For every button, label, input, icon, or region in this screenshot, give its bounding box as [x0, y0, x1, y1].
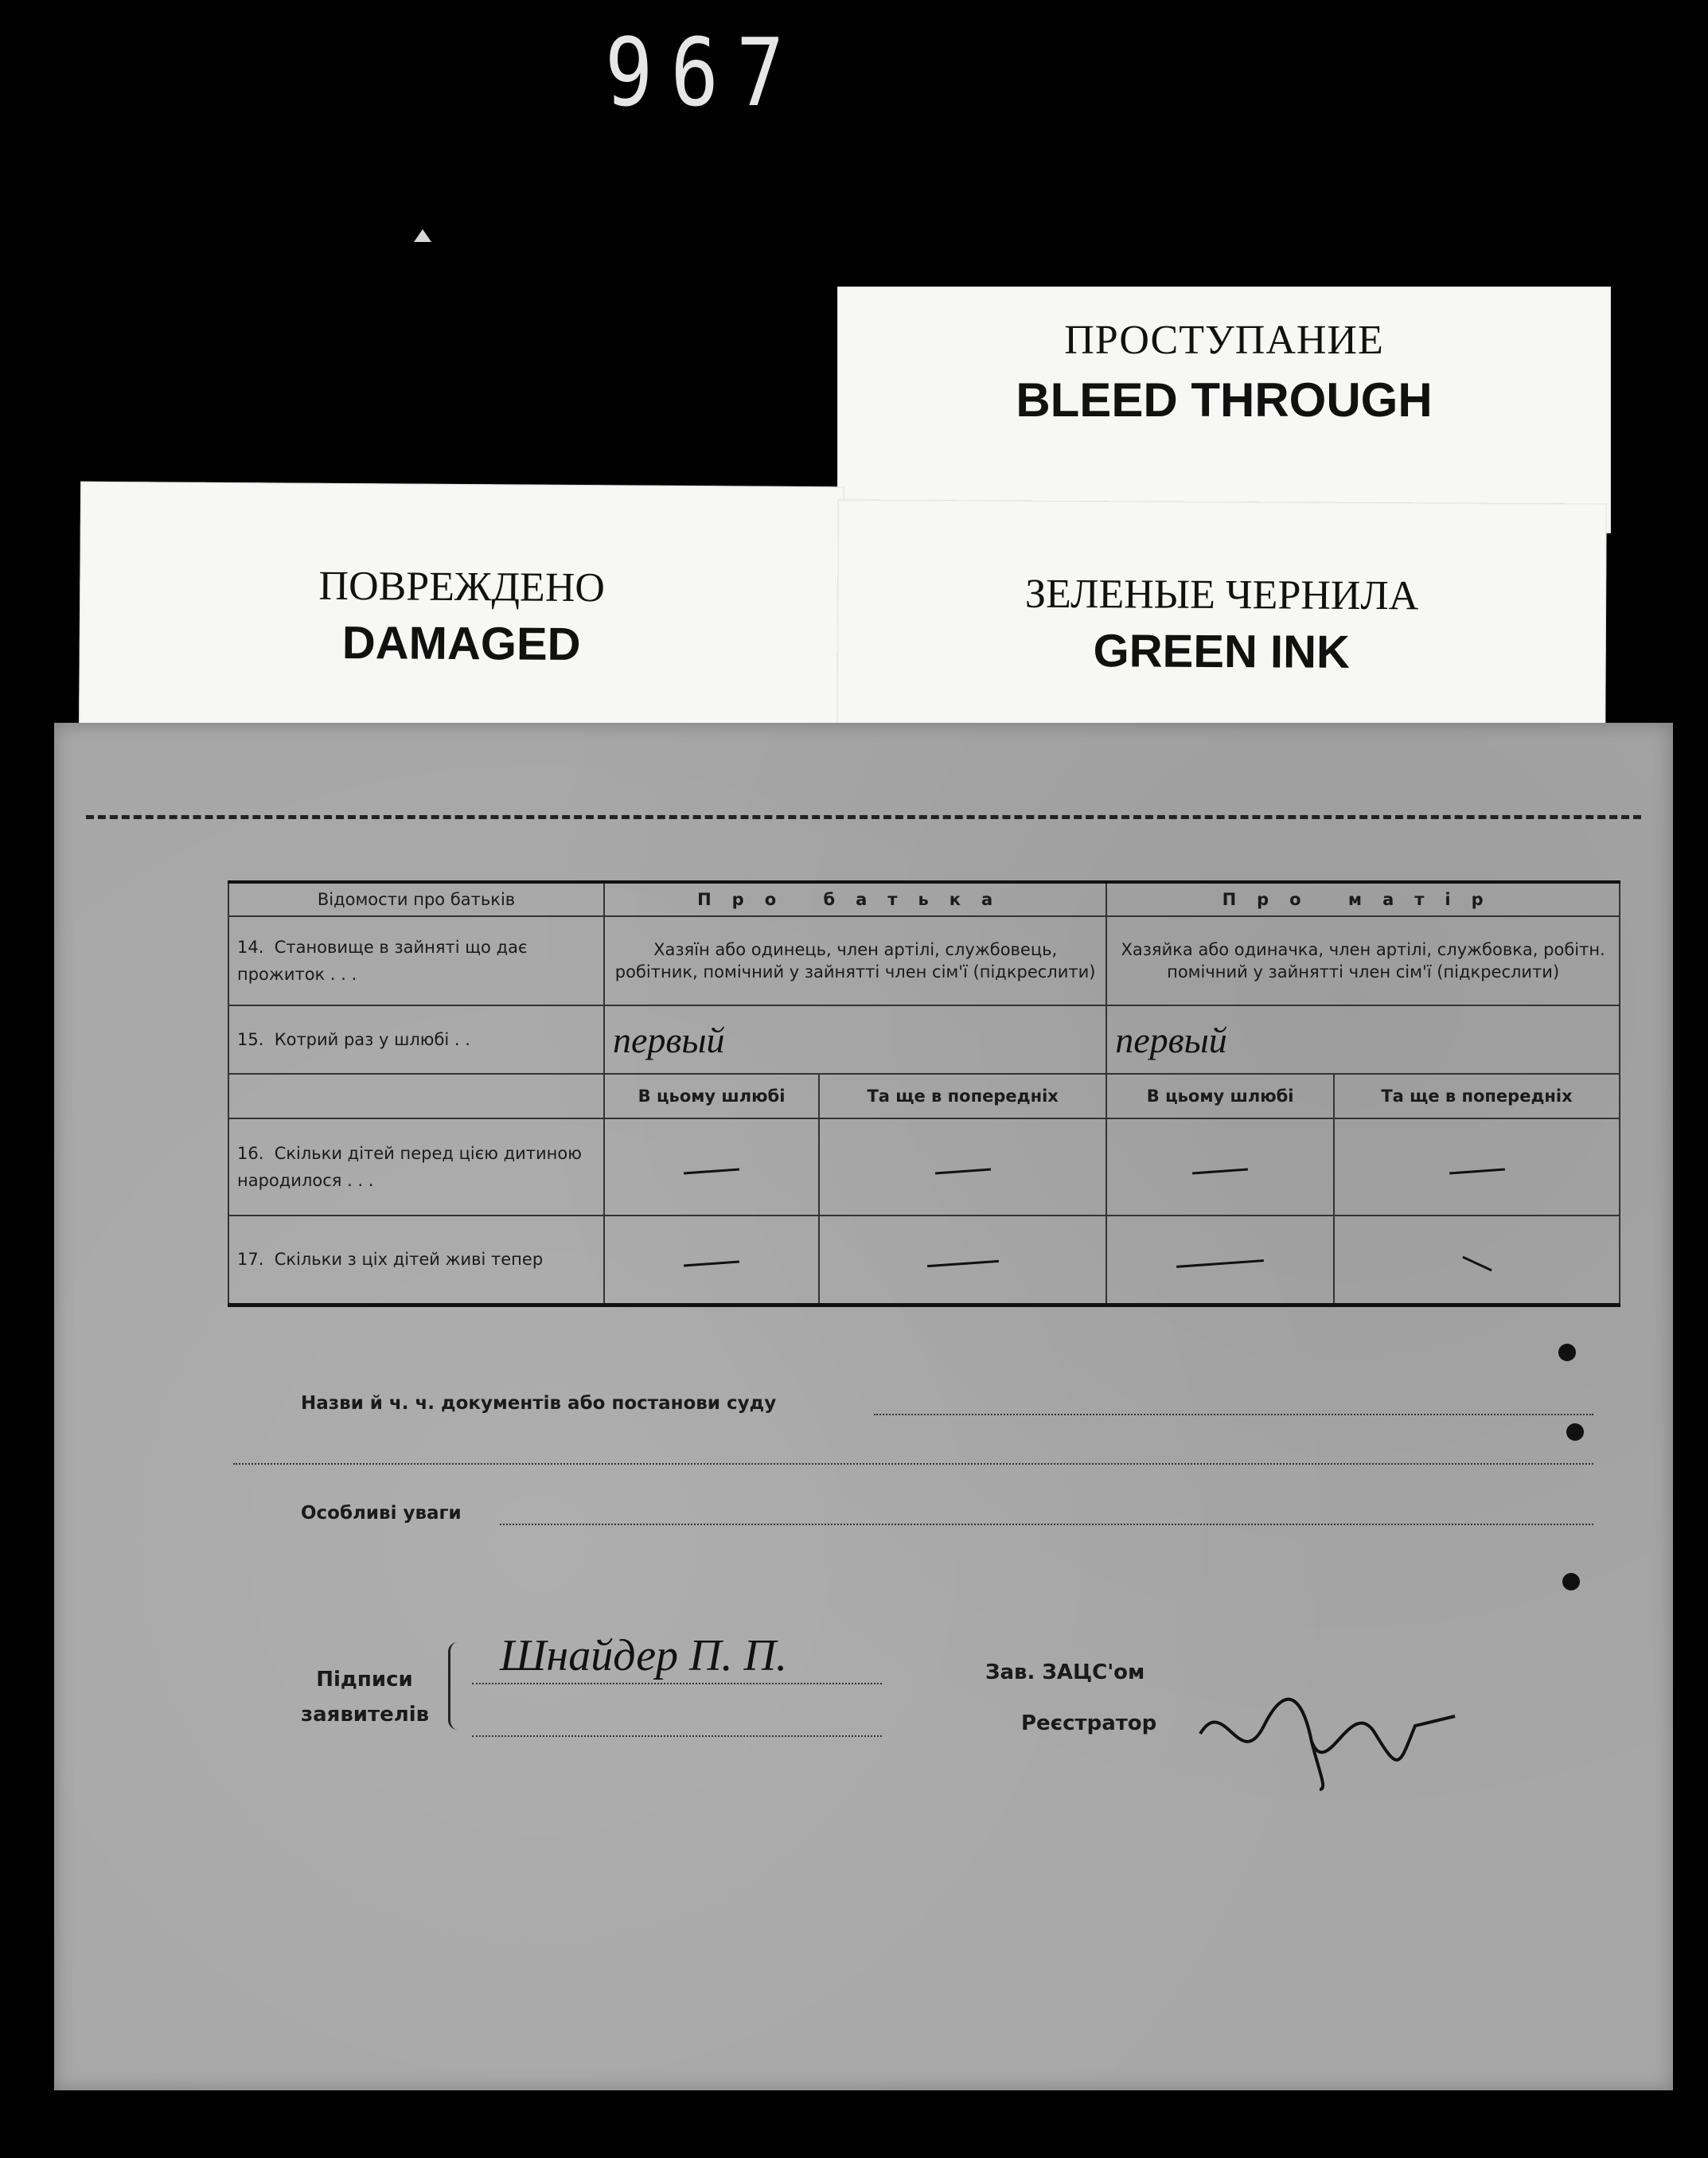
notes-line [500, 1524, 1593, 1525]
documents-label: Назви й ч. ч. документів або постанови суду [301, 1393, 777, 1414]
row15-label: Котрий раз у шлюбі . . [274, 1030, 470, 1049]
row16-mother-this-dash [1192, 1169, 1248, 1175]
row17-mother-previous [1334, 1216, 1620, 1305]
row17-mother-previous-dash [1462, 1256, 1492, 1272]
header-father: Про батька [604, 882, 1106, 916]
registrar-signature [1192, 1678, 1463, 1797]
bleed-through-card [837, 287, 1611, 533]
row14-father-options: Хазяїн або одинець, член артілі, службовець, робітник, помічний у зайнятті член сім'ї (підкреслити) [604, 916, 1106, 1005]
row17-father-previous-dash [927, 1260, 999, 1267]
subheader-mother-this: В цьому шлюбі [1106, 1074, 1334, 1118]
row14-mother-options: Хазяйка або одиначка, член артілі, службовка, робітн. помічний у зайнятті член сім'ї (підкреслити) [1106, 916, 1620, 1005]
bleed-through-en: BLEED THROUGH [1016, 373, 1433, 427]
row17-father-previous [819, 1216, 1106, 1305]
applicant-signature: Шнайдер П. П. [500, 1631, 787, 1680]
documents-line-1 [874, 1414, 1593, 1415]
row17-mother-this-dash [1176, 1259, 1264, 1268]
subheader-father-this: В цьому шлюбі [604, 1074, 819, 1118]
film-speck [414, 229, 431, 242]
table-row-15 [228, 1005, 1620, 1074]
row14-number: 14. [237, 938, 264, 957]
row17-number: 17. [237, 1250, 264, 1270]
frame-number: 967 [605, 18, 802, 127]
table-row-16 [228, 1118, 1620, 1216]
green-ink-ru: ЗЕЛЕНЫЕ ЧЕРНИЛА [1024, 571, 1419, 619]
punch-hole-3 [1562, 1573, 1580, 1590]
row15-father-handwritten: первый [613, 1019, 725, 1060]
damaged-en: DAMAGED [341, 616, 581, 671]
header-mother: Про матір [1106, 882, 1620, 916]
row16-mother-previous-dash [1449, 1169, 1504, 1175]
row17-label: Скільки з ціх дітей живі тепер [274, 1250, 544, 1270]
table-row-17 [228, 1216, 1620, 1305]
row16-mother-this [1106, 1118, 1334, 1216]
signatures-brace [448, 1642, 466, 1730]
damaged-card [79, 482, 844, 742]
notes-label: Особливі уваги [301, 1503, 462, 1524]
row15-number: 15. [237, 1030, 264, 1049]
row17-father-this-dash [684, 1261, 739, 1267]
signatures-label [301, 1662, 428, 1732]
signature-line-1 [472, 1683, 882, 1684]
perforation-line [86, 815, 1641, 819]
subheader-mother-previous: Та ще в попередніх [1334, 1074, 1620, 1118]
row15-father-cell [604, 1005, 1106, 1074]
row16-label-cell [228, 1118, 604, 1216]
parents-info-table [228, 880, 1620, 1307]
table-header-row [228, 882, 1620, 916]
row15-label-cell [228, 1005, 604, 1074]
row17-mother-this [1106, 1216, 1334, 1305]
registry-form-page [54, 723, 1673, 2090]
registrar-label: Реєстратор [1021, 1711, 1157, 1735]
documents-line-2 [233, 1463, 1593, 1465]
head-of-registry-label: Зав. ЗАЦС'ом [985, 1660, 1145, 1684]
row17-father-this [604, 1216, 819, 1305]
row16-father-this [604, 1118, 819, 1216]
subheader-empty [228, 1074, 604, 1118]
row16-father-previous-dash [935, 1169, 991, 1175]
damaged-ru: ПОВРЕЖДЕНО [318, 563, 606, 611]
green-ink-card [836, 499, 1607, 734]
row16-father-previous [819, 1118, 1106, 1216]
punch-hole-1 [1558, 1344, 1576, 1361]
row14-label: Становище в зайняті що дає прожиток . . . [237, 938, 528, 984]
punch-hole-2 [1566, 1423, 1584, 1441]
table-row-14 [228, 916, 1620, 1005]
row16-father-this-dash [684, 1169, 739, 1175]
signature-line-2 [472, 1735, 882, 1737]
row16-mother-previous [1334, 1118, 1620, 1216]
row16-label: Скільки дітей перед цією дитиною народилося . . . [237, 1144, 582, 1190]
row17-label-cell [228, 1216, 604, 1305]
green-ink-en: GREEN INK [1093, 625, 1351, 678]
signatures-label-line-1: Підписи [316, 1668, 413, 1692]
row14-label-cell [228, 916, 604, 1005]
signatures-label-line-2: заявителів [301, 1703, 430, 1727]
bleed-through-ru: ПРОСТУПАНИЕ [1064, 318, 1384, 363]
row15-mother-handwritten: первый [1115, 1019, 1227, 1060]
subheader-father-previous: Та ще в попередніх [819, 1074, 1106, 1118]
row16-number: 16. [237, 1144, 264, 1163]
header-parents-info: Відомости про батьків [228, 882, 604, 916]
row15-mother-cell [1106, 1005, 1620, 1074]
table-subheader-row [228, 1074, 1620, 1118]
